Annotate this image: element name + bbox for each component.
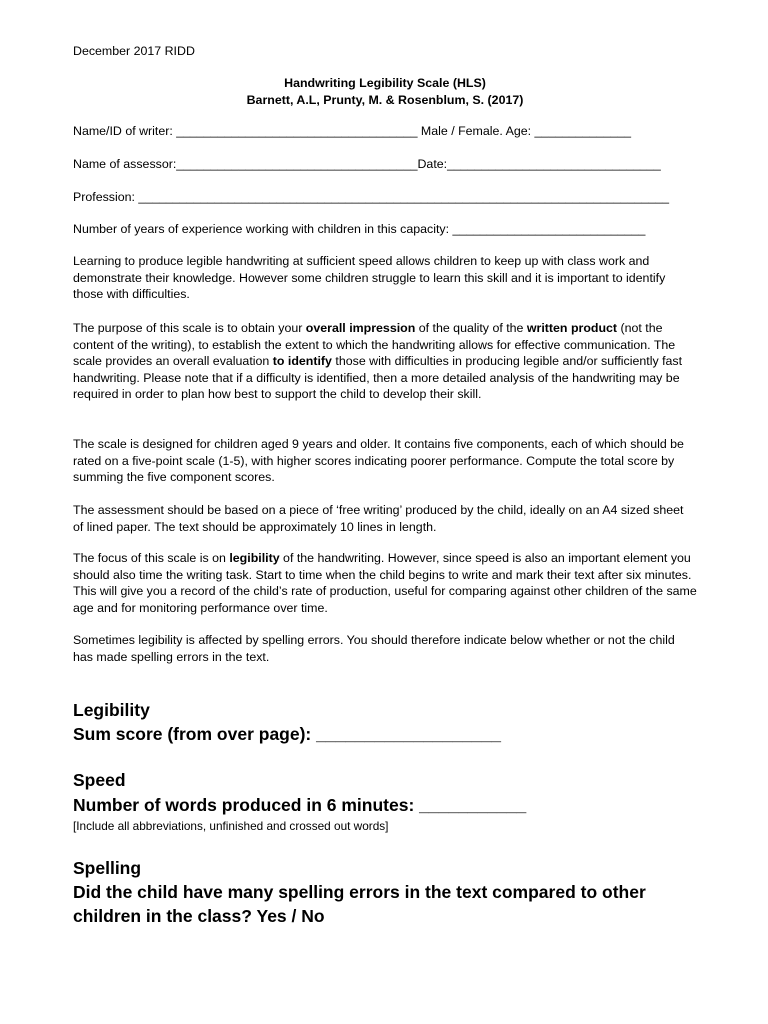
bold-to-identify: to identify <box>272 354 332 369</box>
paragraph-assessment-text: The assessment should be based on a piece of ‘free writing’ produced by the child, ideally on an A4 sized sheet of lined paper. The text should be approximately 10 lines in length. <box>73 503 684 534</box>
paragraph-spelling-text: Sometimes legibility is affected by spelling errors. You should therefore indicate below whether or not the child has made spelling errors in the text. <box>73 633 675 664</box>
bold-legibility: legibility <box>229 551 280 565</box>
paragraph-intro <box>73 253 697 303</box>
text-span: The purpose of this scale is to obtain your <box>73 321 306 335</box>
bold-written-product: written product <box>526 321 618 335</box>
text-span: of the quality of the <box>415 321 527 335</box>
section-title-legibility: Legibility <box>73 700 150 720</box>
field-profession[interactable]: Profession: _____________________________________________________________________________ <box>73 190 670 204</box>
field-name-writer[interactable]: Name/ID of writer: ___________________________________ Male / Female. Age: ______________ <box>73 124 632 138</box>
section-title-spelling: Spelling <box>73 858 142 878</box>
bold-overall-impression: overall impression <box>305 321 416 335</box>
text-span: those with difficulties in producing legible and/or sufficiently fast handwriting. Please note that if a difficulty is identified, then a more detailed analysis of the handwriting may be required in order to plan how best to support the child to develop their skill. <box>73 354 683 402</box>
text-span: of the handwriting. However, since speed is also an important element you should also time the writing task. Start to time when the child begins to write and mark their text after six minutes. This will give you a record of the child’s rate of production, useful for comparing against other children of the same age and for monitoring performance over time. <box>73 551 697 615</box>
speed-note: [Include all abbreviations, unfinished and crossed out words] <box>73 819 389 833</box>
document-title: Handwriting Legibility Scale (HLS) <box>284 76 486 90</box>
text-span: (not the content of the writing), to establish the extent to which the handwriting allows for effective communication. The scale provides an overall evaluation <box>73 321 676 369</box>
field-years-experience[interactable]: Number of years of experience working with children in this capacity: ____________________________ <box>73 222 646 236</box>
document-authors: Barnett, A.L, Prunty, M. & Rosenblum, S. (2017) <box>246 93 524 107</box>
field-name-assessor[interactable]: Name of assessor:___________________________________Date:_______________________________ <box>73 157 661 171</box>
paragraph-purpose <box>73 320 697 403</box>
paragraph-intro-text: Learning to produce legible handwriting at sufficient speed allows children to keep up with class work and demonstrate their knowledge. However some children struggle to learn this skill and it is important to identify those with difficulties. <box>73 254 666 302</box>
paragraph-assessment <box>73 502 697 535</box>
date-reference: December 2017 RIDD <box>73 44 195 58</box>
speed-word-count-field[interactable]: Number of words produced in 6 minutes: ___________ <box>73 795 527 815</box>
paragraph-spelling <box>73 632 697 665</box>
section-title-speed: Speed <box>73 770 126 790</box>
spelling-question[interactable]: Did the child have many spelling errors in the text compared to other children in the class? Yes / No <box>73 882 646 926</box>
paragraph-focus <box>73 550 697 616</box>
text-span: The focus of this scale is on <box>73 551 230 565</box>
paragraph-scale <box>73 436 697 486</box>
legibility-sum-score-field[interactable]: Sum score (from over page): ___________________ <box>73 724 502 744</box>
paragraph-scale-text: The scale is designed for children aged 9 years and older. It contains five components, each of which should be rated on a five-point scale (1-5), with higher scores indicating poorer performance. Compute the total score by summing the five component scores. <box>73 437 684 485</box>
